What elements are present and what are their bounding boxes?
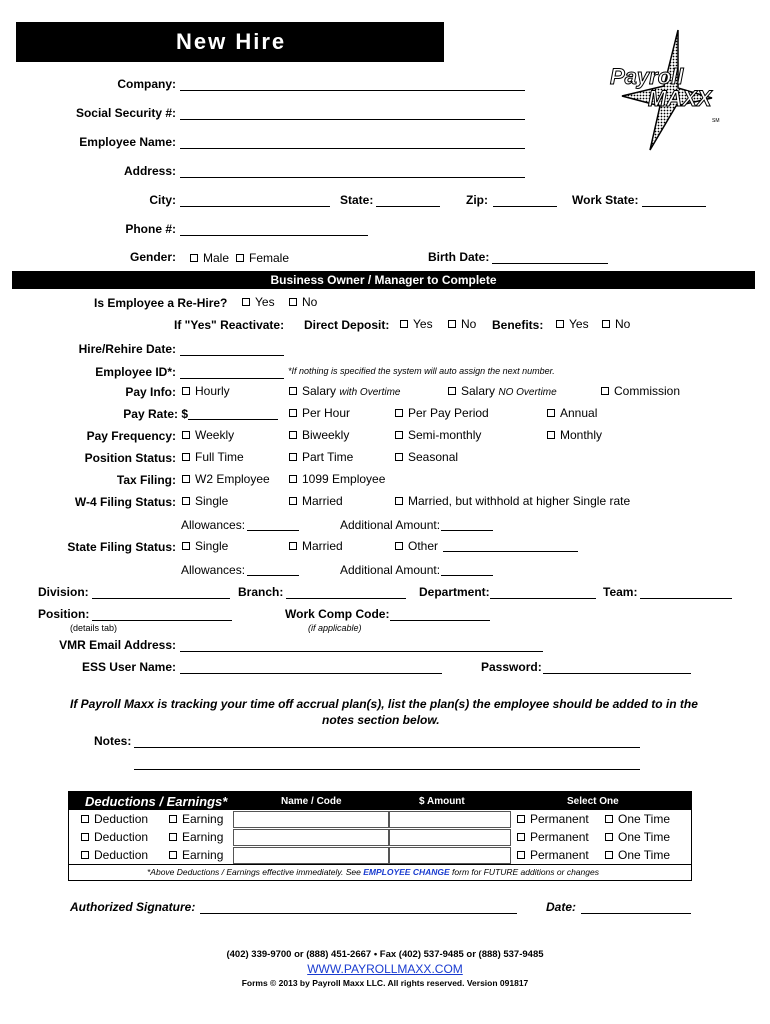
manager-section-band: Business Owner / Manager to Complete <box>12 271 755 289</box>
checkbox-biweekly[interactable] <box>289 431 297 439</box>
biweekly-text: Biweekly <box>302 428 350 442</box>
branch-field[interactable] <box>286 598 406 599</box>
with-overtime-text: with Overtime <box>339 387 401 398</box>
checkbox-w4-married[interactable] <box>289 497 297 505</box>
checkbox-state-married[interactable] <box>289 542 297 550</box>
password-field[interactable] <box>543 673 691 674</box>
checkbox-salary-ot[interactable] <box>289 387 297 395</box>
checkbox-row3-one-time[interactable] <box>605 851 613 859</box>
checkbox-commission[interactable] <box>601 387 609 395</box>
state-filing-label: State Filing Status: <box>67 540 176 554</box>
row2-permanent-text: Permanent <box>530 830 589 844</box>
work-state-label: Work State: <box>572 193 639 207</box>
employee-id-note: *If nothing is specified the system will auto assign the next number. <box>288 366 555 376</box>
dd-no-text: No <box>461 317 477 331</box>
checkbox-rehire-yes[interactable] <box>242 298 250 306</box>
w4-married-single-text: Married, but withhold at higher Single rate <box>408 494 631 508</box>
deductions-title: Deductions / Earnings* <box>85 794 228 809</box>
employee-change-link[interactable]: EMPLOYEE CHANGE <box>363 867 450 877</box>
checkbox-row3-permanent[interactable] <box>517 851 525 859</box>
logo-text-payroll: Payroll <box>610 64 684 89</box>
per-pay-period-text: Per Pay Period <box>408 406 489 420</box>
state-married-option[interactable] <box>289 539 343 553</box>
accrual-instruction-line-2: notes section below. <box>322 713 440 727</box>
signature-date-field[interactable] <box>581 913 691 914</box>
gender-male-option[interactable] <box>190 251 229 265</box>
per-hour-option[interactable] <box>289 406 350 420</box>
state-other-field[interactable] <box>443 551 578 552</box>
row1-name-cell[interactable] <box>233 811 389 828</box>
notes-field-line-1[interactable] <box>134 747 640 748</box>
company-field[interactable] <box>180 90 525 91</box>
checkbox-semi-monthly[interactable] <box>395 431 403 439</box>
checkbox-row3-deduction[interactable] <box>81 851 89 859</box>
notes-field-line-2[interactable] <box>134 769 640 770</box>
footer-phones: (402) 339-9700 or (888) 451-2667 • Fax (402) 537-9485 or (888) 537-9485 <box>226 949 544 960</box>
details-tab-note: (details tab) <box>70 623 118 633</box>
checkbox-row3-earning[interactable] <box>169 851 177 859</box>
position-status-label: Position Status: <box>84 451 176 465</box>
commission-option[interactable] <box>601 384 680 398</box>
tax-filing-label: Tax Filing: <box>116 473 176 487</box>
branch-label: Branch: <box>238 585 284 599</box>
footer-website-link[interactable]: WWW.PAYROLLMAXX.COM <box>307 962 463 976</box>
pay-info-label: Pay Info: <box>125 385 176 399</box>
department-field[interactable] <box>490 598 596 599</box>
salary-text: Salary <box>302 384 337 398</box>
company-label: Company: <box>117 77 176 91</box>
w4-single-option[interactable] <box>182 494 228 508</box>
col-amount: $ Amount <box>419 796 465 807</box>
row1-one-time-option[interactable] <box>605 812 670 826</box>
birth-date-field[interactable] <box>492 263 608 264</box>
checkbox-rehire-no[interactable] <box>289 298 297 306</box>
row2-earning-option[interactable] <box>169 830 223 844</box>
w4-married-text: Married <box>302 494 343 508</box>
checkbox-seasonal[interactable] <box>395 453 403 461</box>
semi-monthly-option[interactable] <box>395 428 481 442</box>
state-additional-label: Additional Amount: <box>340 563 441 577</box>
ssn-field[interactable] <box>180 119 525 120</box>
per-hour-text: Per Hour <box>302 406 351 420</box>
row2-deduction-text: Deduction <box>94 830 149 844</box>
w2-text: W2 Employee <box>195 472 270 486</box>
rehire-yes-option[interactable] <box>242 295 275 309</box>
checkbox-row1-permanent[interactable] <box>517 815 525 823</box>
w4-additional-field[interactable] <box>441 530 493 531</box>
direct-deposit-label: Direct Deposit: <box>304 318 390 332</box>
row1-deduction-option[interactable] <box>81 812 148 826</box>
row2-amount-cell[interactable] <box>389 829 511 846</box>
deductions-table <box>68 791 692 881</box>
row2-permanent-option[interactable] <box>517 830 589 844</box>
direct-deposit-no-option[interactable] <box>448 317 476 331</box>
row3-one-time-option[interactable] <box>605 848 670 862</box>
vmr-email-label: VMR Email Address: <box>59 638 176 652</box>
row1-amount-cell[interactable] <box>389 811 511 828</box>
checkbox-w2[interactable] <box>182 475 190 483</box>
division-field[interactable] <box>92 598 230 599</box>
deductions-footnote <box>147 867 599 877</box>
row2-name-cell[interactable] <box>233 829 389 846</box>
hire-date-field[interactable] <box>180 355 284 356</box>
row3-deduction-text: Deduction <box>94 848 149 862</box>
row3-amount-cell[interactable] <box>389 847 511 864</box>
ess-user-field[interactable] <box>180 673 442 674</box>
direct-deposit-yes-option[interactable] <box>400 317 433 331</box>
ssn-label: Social Security #: <box>75 106 176 120</box>
checkbox-salary-no-ot[interactable] <box>448 387 456 395</box>
footnote-text-pre: *Above Deductions / Earnings effective immediately. See <box>147 867 364 877</box>
w4-allowances-field[interactable] <box>247 530 299 531</box>
payroll-maxx-logo <box>600 28 730 153</box>
biweekly-option[interactable] <box>289 428 349 442</box>
state-field[interactable] <box>376 206 440 207</box>
title-bar <box>16 22 444 62</box>
ess-user-label: ESS User Name: <box>81 660 176 674</box>
employee-name-label: Employee Name: <box>79 135 176 149</box>
checkbox-monthly[interactable] <box>547 431 555 439</box>
reactivate-label: If "Yes" Reactivate: <box>174 318 285 332</box>
semi-monthly-text: Semi-monthly <box>408 428 482 442</box>
hire-date-label: Hire/Rehire Date: <box>78 342 176 356</box>
salary-overtime-option[interactable] <box>289 384 400 398</box>
logo-service-mark: SM <box>712 118 720 124</box>
row3-earning-option[interactable] <box>169 848 223 862</box>
checkbox-row2-deduction[interactable] <box>81 833 89 841</box>
row3-one-time-text: One Time <box>618 848 671 862</box>
checkbox-hourly[interactable] <box>182 387 190 395</box>
state-other-option[interactable] <box>395 539 438 553</box>
city-field[interactable] <box>180 206 330 207</box>
rehire-yes-text: Yes <box>255 295 275 309</box>
checkbox-full-time[interactable] <box>182 453 190 461</box>
state-allowances-field[interactable] <box>247 575 299 576</box>
zip-label: Zip: <box>466 193 488 207</box>
checkbox-w4-single[interactable] <box>182 497 190 505</box>
if-applicable-note: (if applicable) <box>308 623 362 633</box>
w4-married-option[interactable] <box>289 494 343 508</box>
checkbox-row1-one-time[interactable] <box>605 815 613 823</box>
checkbox-benefits-yes[interactable] <box>556 320 564 328</box>
gender-label: Gender: <box>129 250 176 264</box>
benefits-yes-text: Yes <box>569 317 589 331</box>
1099-text: 1099 Employee <box>302 472 386 486</box>
checkbox-row2-permanent[interactable] <box>517 833 525 841</box>
no-overtime-text: NO Overtime <box>498 387 557 398</box>
row3-earning-text: Earning <box>182 848 224 862</box>
checkbox-benefits-no[interactable] <box>602 320 610 328</box>
row2-deduction-option[interactable] <box>81 830 148 844</box>
state-allowances-label: Allowances: <box>181 563 246 577</box>
rehire-no-text: No <box>302 295 318 309</box>
dd-yes-text: Yes <box>413 317 433 331</box>
state-other-text: Other <box>408 539 439 553</box>
pay-rate-label: Pay Rate: $ <box>123 407 188 421</box>
state-single-option[interactable] <box>182 539 228 553</box>
checkbox-weekly[interactable] <box>182 431 190 439</box>
checkbox-per-pay-period[interactable] <box>395 409 403 417</box>
notes-label: Notes: <box>94 734 132 748</box>
state-married-text: Married <box>302 539 343 553</box>
monthly-option[interactable] <box>547 428 602 442</box>
vmr-email-field[interactable] <box>180 651 543 652</box>
position-field[interactable] <box>92 620 232 621</box>
w4-allowances-label: Allowances: <box>181 518 246 532</box>
state-label: State: <box>340 193 374 207</box>
password-label: Password: <box>481 660 542 674</box>
row1-earning-text: Earning <box>182 812 224 826</box>
rehire-label: Is Employee a Re-Hire? <box>94 296 228 310</box>
row2-earning-text: Earning <box>182 830 224 844</box>
birth-date-label: Birth Date: <box>428 250 490 264</box>
monthly-text: Monthly <box>560 428 603 442</box>
w2-option[interactable] <box>182 472 270 486</box>
annual-option[interactable] <box>547 406 597 420</box>
checkbox-row1-deduction[interactable] <box>81 815 89 823</box>
col-name-code: Name / Code <box>281 796 342 807</box>
checkbox-w4-married-single[interactable] <box>395 497 403 505</box>
row1-deduction-text: Deduction <box>94 812 149 826</box>
row1-permanent-option[interactable] <box>517 812 589 826</box>
team-field[interactable] <box>640 598 732 599</box>
checkbox-state-other[interactable] <box>395 542 403 550</box>
checkbox-row2-earning[interactable] <box>169 833 177 841</box>
signature-date-label: Date: <box>546 900 577 914</box>
row2-one-time-text: One Time <box>618 830 671 844</box>
annual-text: Annual <box>560 406 598 420</box>
row2-one-time-option[interactable] <box>605 830 670 844</box>
hourly-text: Hourly <box>195 384 230 398</box>
checkbox-per-hour[interactable] <box>289 409 297 417</box>
male-text: Male <box>203 251 230 265</box>
seasonal-option[interactable] <box>395 450 458 464</box>
checkbox-female[interactable] <box>236 254 244 262</box>
pay-frequency-label: Pay Frequency: <box>86 429 176 443</box>
checkbox-dd-no[interactable] <box>448 320 456 328</box>
weekly-text: Weekly <box>195 428 235 442</box>
checkbox-part-time[interactable] <box>289 453 297 461</box>
salary2-text: Salary <box>461 384 496 398</box>
employee-id-field[interactable] <box>180 378 284 379</box>
pay-rate-field[interactable] <box>188 419 278 420</box>
row3-permanent-text: Permanent <box>530 848 589 862</box>
phone-label: Phone #: <box>125 222 176 236</box>
per-pay-period-option[interactable] <box>395 406 489 420</box>
salary-no-overtime-option[interactable] <box>448 384 557 398</box>
weekly-option[interactable] <box>182 428 234 442</box>
work-state-field[interactable] <box>642 206 706 207</box>
rehire-no-option[interactable] <box>289 295 317 309</box>
row3-deduction-option[interactable] <box>81 848 148 862</box>
department-label: Department: <box>419 585 490 599</box>
signature-field[interactable] <box>200 913 517 914</box>
part-time-option[interactable] <box>289 450 353 464</box>
state-single-text: Single <box>195 539 229 553</box>
benefits-yes-option[interactable] <box>556 317 589 331</box>
checkbox-state-single[interactable] <box>182 542 190 550</box>
checkbox-1099[interactable] <box>289 475 297 483</box>
checkbox-row2-one-time[interactable] <box>605 833 613 841</box>
signature-label: Authorized Signature: <box>70 900 196 914</box>
phone-field[interactable] <box>180 235 368 236</box>
row3-permanent-option[interactable] <box>517 848 589 862</box>
female-text: Female <box>249 251 290 265</box>
deductions-divider <box>69 864 691 865</box>
city-label: City: <box>149 193 176 207</box>
checkbox-row1-earning[interactable] <box>169 815 177 823</box>
division-label: Division: <box>38 585 89 599</box>
benefits-no-option[interactable] <box>602 317 630 331</box>
address-label: Address: <box>123 164 176 178</box>
1099-option[interactable] <box>289 472 385 486</box>
employee-id-label: Employee ID*: <box>95 365 176 379</box>
state-additional-field[interactable] <box>441 575 493 576</box>
address-field[interactable] <box>180 177 525 178</box>
accrual-instruction-line-1: If Payroll Maxx is tracking your time off accrual plan(s), list the plan(s) the employee should be added to in the <box>70 697 698 711</box>
footnote-text-post: form for FUTURE additions or changes <box>449 867 599 877</box>
commission-text: Commission <box>614 384 681 398</box>
employee-name-field[interactable] <box>180 148 525 149</box>
seasonal-text: Seasonal <box>408 450 459 464</box>
work-comp-field[interactable] <box>390 620 490 621</box>
w4-single-text: Single <box>195 494 229 508</box>
footer-copyright: Forms © 2013 by Payroll Maxx LLC. All rights reserved. Version 091817 <box>241 978 529 988</box>
full-time-text: Full Time <box>195 450 244 464</box>
w4-married-single-option[interactable] <box>395 494 630 508</box>
full-time-option[interactable] <box>182 450 244 464</box>
zip-field[interactable] <box>493 206 557 207</box>
team-label: Team: <box>603 585 638 599</box>
page-title: New Hire <box>176 29 287 54</box>
checkbox-dd-yes[interactable] <box>400 320 408 328</box>
gender-female-option[interactable] <box>236 251 289 265</box>
checkbox-annual[interactable] <box>547 409 555 417</box>
col-select-one: Select One <box>567 796 619 807</box>
checkbox-male[interactable] <box>190 254 198 262</box>
row3-name-cell[interactable] <box>233 847 389 864</box>
benefits-no-text: No <box>615 317 631 331</box>
logo-text-maxx: MAXX <box>648 86 712 111</box>
part-time-text: Part Time <box>302 450 354 464</box>
hourly-option[interactable] <box>182 384 230 398</box>
row1-earning-option[interactable] <box>169 812 223 826</box>
row1-permanent-text: Permanent <box>530 812 589 826</box>
row1-one-time-text: One Time <box>618 812 671 826</box>
w4-additional-label: Additional Amount: <box>340 518 441 532</box>
w4-filing-label: W-4 Filing Status: <box>74 495 176 509</box>
work-comp-label: Work Comp Code: <box>285 607 390 621</box>
benefits-label: Benefits: <box>492 318 544 332</box>
position-label: Position: <box>38 607 90 621</box>
